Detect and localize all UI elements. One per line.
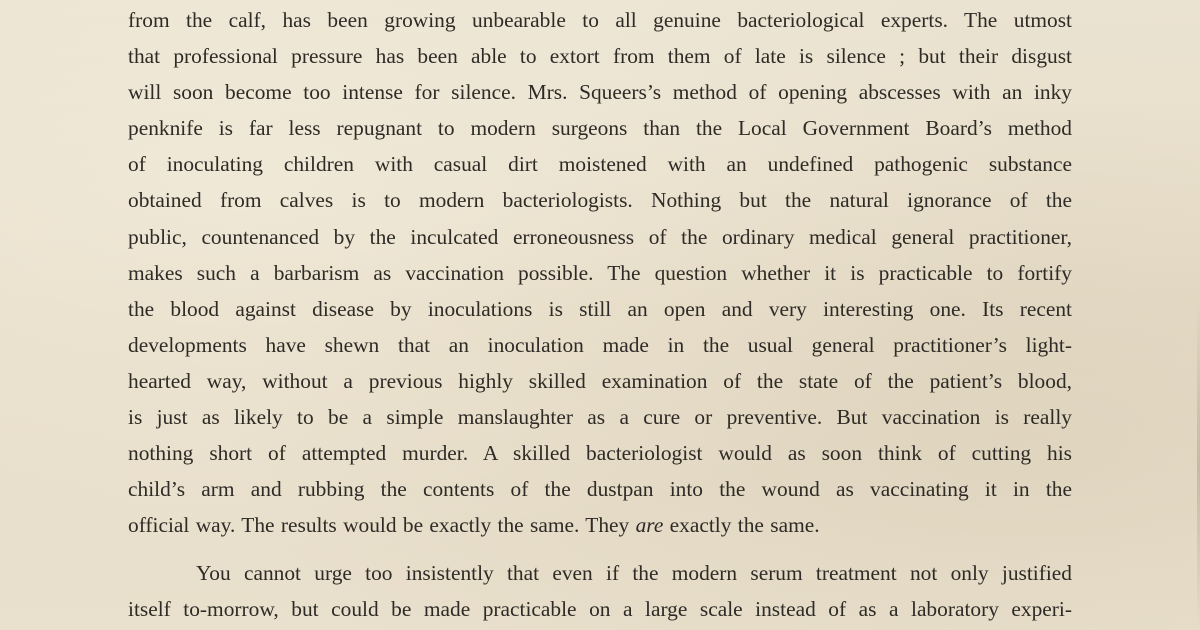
paragraph-2: [128, 555, 1072, 627]
text-line: developments have shewn that an inoculation made in the usual general practitioner’s light-: [128, 332, 1072, 357]
text-line: from the calf, has been growing unbearable to all genuine bacteriological experts. The utmost: [128, 8, 1072, 32]
text-line-last: [128, 507, 1072, 543]
text-line: child’s arm and rubbing the contents of the dustpan into the wound as vaccinating it in the: [128, 477, 1072, 502]
text-line: of inoculating children with casual dirt moistened with an undefined pathogenic substance: [128, 152, 1072, 177]
text-segment: official way. The results would be exactly the same. They: [128, 513, 636, 538]
text-line: nothing short of attempted murder. A skilled bacteriologist would as soon think of cutting his: [128, 441, 1072, 466]
emphasis-text: are: [635, 513, 664, 538]
text-segment: exactly the same.: [663, 513, 820, 538]
text-line: You cannot urge too insistently that even if the modern serum treatment not only justified: [196, 561, 1072, 585]
text-line: will soon become too intense for silence. Mrs. Squeers’s method of opening abscesses with an inky: [128, 80, 1072, 105]
text-line: that professional pressure has been able to extort from them of late is silence ; but their disgust: [128, 44, 1072, 69]
text-line: hearted way, without a previous highly skilled examination of the state of the patient’s blood,: [128, 368, 1072, 393]
paragraph-1: [128, 2, 1072, 543]
text-line: is just as likely to be a simple manslaughter as a cure or preventive. But vaccination is really: [128, 405, 1072, 430]
text-line: itself to-morrow, but could be made practicable on a large scale instead of as a laboratory experi-: [128, 597, 1072, 622]
text-line: makes such a barbarism as vaccination possible. The question whether it is practicable to fortify: [128, 260, 1072, 285]
text-line: penknife is far less repugnant to modern surgeons than the Local Government Board’s method: [128, 116, 1072, 141]
text-line: public, countenanced by the inculcated erroneousness of the ordinary medical general practitioner,: [128, 224, 1072, 249]
text-line: the blood against disease by inoculations is still an open and very interesting one. Its recent: [128, 296, 1072, 321]
text-line: obtained from calves is to modern bacteriologists. Nothing but the natural ignorance of the: [128, 188, 1072, 213]
